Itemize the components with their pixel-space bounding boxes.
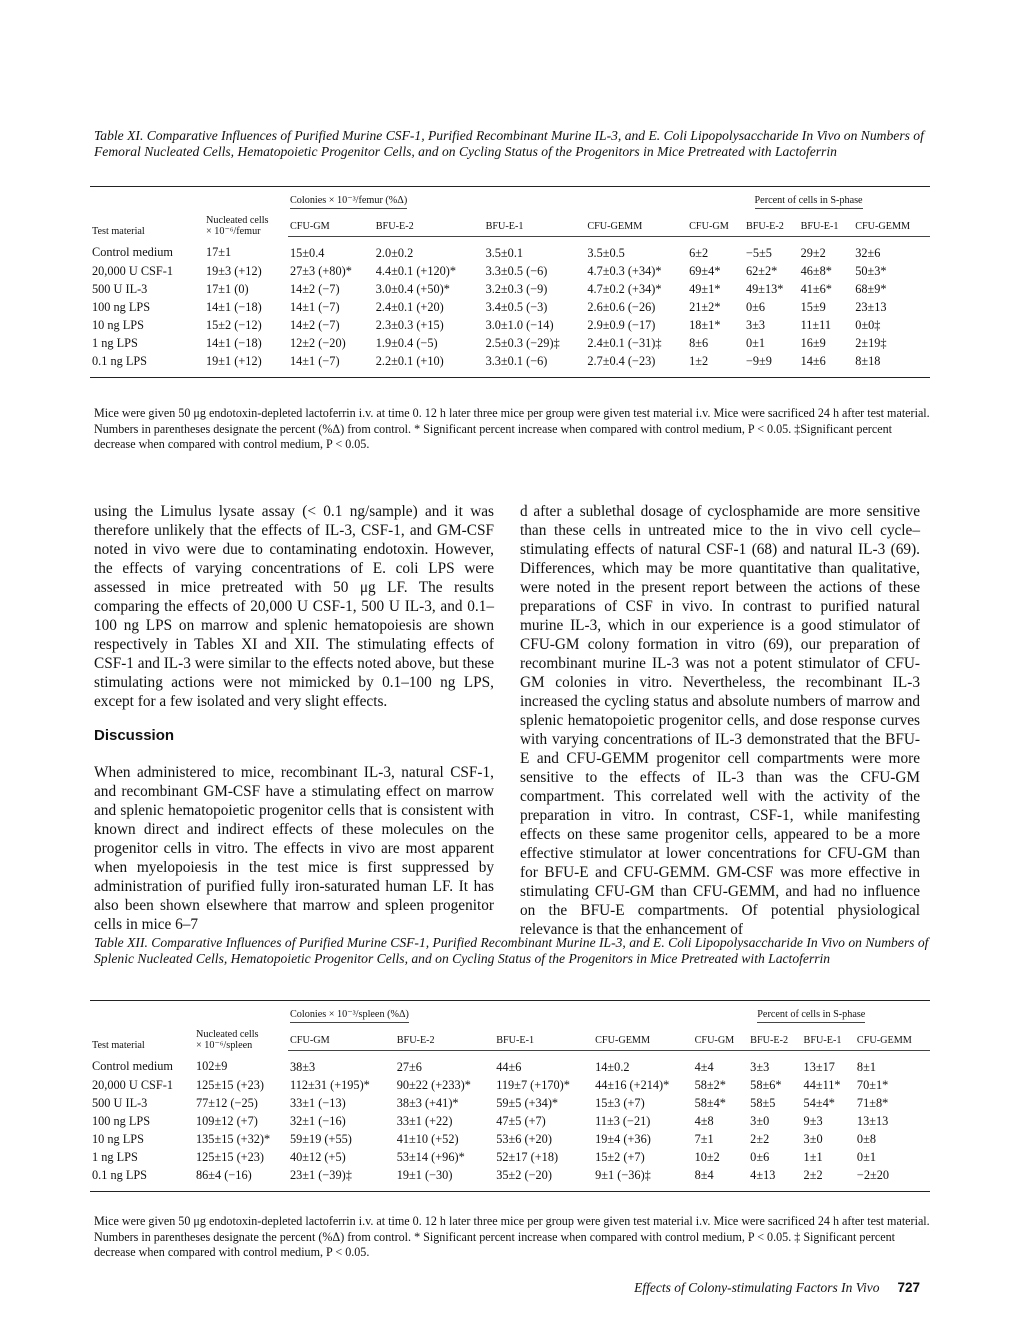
row-label-cell: 1 ng LPS bbox=[92, 1149, 138, 1164]
data-cell: 15±9 bbox=[800, 299, 826, 314]
left-column-discussion bbox=[94, 763, 494, 934]
body-paragraph: When administered to mice, recombinant IL-3, natural CSF-1, and recombinant GM-CSF have a stimulating effect on marrow and splenic hematopoietic progenitor cells that is consistent with known direct and indirect effects of these molecules on the progenitor cells in vitro. The effects in vivo are most apparent when myelopoiesis in the test mice is first suppressed by administration of purified fully iron-saturated human LF. It has also been shown elsewhere that marrow and spleen progenitor cells in mice 6–7 bbox=[94, 764, 494, 933]
table-row bbox=[90, 1148, 930, 1166]
col-header: BFU-E-1 bbox=[494, 1023, 593, 1051]
data-cell: 23±1 (−39)‡ bbox=[290, 1167, 352, 1182]
data-cell: 53±14 (+96)* bbox=[396, 1149, 465, 1164]
data-cell: 3.4±0.5 (−3) bbox=[485, 299, 548, 314]
data-cell: 3±3 bbox=[750, 1059, 770, 1074]
data-cell: 46±8* bbox=[800, 263, 832, 278]
row-label-cell: 1 ng LPS bbox=[92, 335, 138, 350]
row-label-cell: 0.1 ng LPS bbox=[92, 1167, 148, 1182]
data-cell: 62±2* bbox=[745, 263, 778, 278]
data-cell: 40±12 (+5) bbox=[290, 1149, 346, 1164]
table-row bbox=[90, 280, 930, 298]
table-12-footnote: Mice were given 50 μg endotoxin-depleted lactoferrin i.v. at time 0. 12 h later three mice per group were given test material i.v. Mice were sacrificed 24 h after test material. Numbers in parentheses designate the percent (%Δ) from control. * Significant percent increase when compared with control medium, P < 0.05. ‡ Significant percent decrease when compared with control medium, P < 0.05. bbox=[94, 1214, 930, 1259]
data-cell: 23±13 bbox=[855, 299, 887, 314]
table-row bbox=[90, 1112, 930, 1130]
data-cell: 19±1 (+12) bbox=[206, 353, 262, 368]
data-cell: 125±15 (+23) bbox=[196, 1149, 264, 1164]
data-cell: 8±4 bbox=[694, 1167, 714, 1182]
data-cell: 16±9 bbox=[800, 335, 826, 350]
data-cell: 0±1 bbox=[745, 335, 766, 350]
data-cell: 0±6 bbox=[745, 299, 766, 314]
col-header: BFU-E-1 bbox=[802, 1023, 855, 1051]
data-cell: 3.5±0.1 bbox=[485, 245, 524, 260]
data-cell: −9±9 bbox=[745, 353, 772, 368]
running-footer bbox=[560, 1280, 920, 1296]
table-12 bbox=[90, 1000, 930, 1192]
data-cell: 9±3 bbox=[803, 1113, 823, 1128]
table-row bbox=[90, 316, 930, 334]
data-cell: 102±9 bbox=[196, 1059, 228, 1074]
data-cell: 1±2 bbox=[689, 353, 709, 368]
data-cell: 90±22 (+233)* bbox=[396, 1077, 471, 1092]
table-11-caption: Table XI. Comparative Influences of Purified Murine CSF-1, Purified Recombinant Murine IL-3, and E. Coli Lipopolysaccharide In Vivo on Numbers of Femoral Nucleated Cells, Hematopoietic Progenitor Cells, and on Cycling Status of the Progenitors in Mice Pretreated with Lactoferrin bbox=[94, 128, 924, 159]
table-row bbox=[90, 1094, 930, 1112]
running-title: Effects of Colony-stimulating Factors In Vivo bbox=[634, 1280, 880, 1295]
data-cell: 17±1 bbox=[206, 245, 232, 260]
row-label-cell: 500 U IL-3 bbox=[92, 1095, 148, 1110]
col-header: BFU-E-1 bbox=[484, 209, 586, 237]
data-cell: 4.7±0.2 (+34)* bbox=[587, 281, 662, 296]
col-header: BFU-E-2 bbox=[744, 209, 799, 237]
data-cell: 3.3±0.1 (−6) bbox=[485, 353, 548, 368]
row-label-cell: Control medium bbox=[92, 245, 173, 260]
data-cell: 4±8 bbox=[694, 1113, 714, 1128]
data-cell: 15±3 (+7) bbox=[595, 1095, 645, 1110]
data-cell: 14±6 bbox=[800, 353, 826, 368]
table-11 bbox=[90, 186, 930, 378]
data-cell: 50±3* bbox=[855, 263, 887, 278]
data-cell: 8±18 bbox=[855, 353, 881, 368]
data-cell: 14±1 (−18) bbox=[206, 335, 262, 350]
data-cell: 112±31 (+195)* bbox=[290, 1077, 370, 1092]
data-cell: 21±2* bbox=[689, 299, 721, 314]
data-cell: 109±12 (+7) bbox=[196, 1113, 258, 1128]
group-percent-s-phase: Percent of cells in S-phase bbox=[687, 187, 930, 210]
data-cell: 9±1 (−36)‡ bbox=[595, 1167, 651, 1182]
data-cell: 44±6 bbox=[496, 1059, 522, 1074]
data-cell: 4±4 bbox=[694, 1059, 714, 1074]
col-header: BFU-E-2 bbox=[395, 1023, 494, 1051]
data-cell: 0±6 bbox=[750, 1149, 770, 1164]
data-cell: 2.6±0.6 (−26) bbox=[587, 299, 656, 314]
row-label-cell: 10 ng LPS bbox=[92, 317, 144, 332]
data-cell: 0±1 bbox=[856, 1149, 876, 1164]
row-label-cell: 10 ng LPS bbox=[92, 1131, 144, 1146]
data-cell: 14±1 (−7) bbox=[290, 299, 340, 314]
col-header: CFU-GEMM bbox=[585, 209, 687, 237]
data-cell: 32±1 (−16) bbox=[290, 1113, 346, 1128]
data-cell: 2±2 bbox=[750, 1131, 770, 1146]
data-cell: 3.2±0.3 (−9) bbox=[485, 281, 548, 296]
data-cell: 0±0‡ bbox=[855, 317, 881, 332]
col-nucleated-cells: Nucleated cells × 10⁻⁶/spleen bbox=[196, 1028, 259, 1051]
data-cell: 33±1 (+22) bbox=[396, 1113, 453, 1128]
data-cell: 1±1 bbox=[803, 1149, 823, 1164]
data-cell: 58±4* bbox=[694, 1095, 726, 1110]
data-cell: 49±1* bbox=[689, 281, 721, 296]
table-row bbox=[90, 1130, 930, 1148]
body-paragraph: d after a sublethal dosage of cyclosphamide are more sensitive than these cells in untreated mice to the in vivo cell cycle–stimulating effects of natural CSF-1 (68) and natural IL-3 (69). Differences, which may be more quantitative than qualitative, were noted in the present report between the actions of these preparations of CSF in vivo. In contrast to purified natural murine IL-3, which in our experience is a good stimulator of CFU-GM colony formation in vitro (69), our preparation of recombinant murine IL-3 was not a potent stimulator of CFU-GM colonies in vitro. Nevertheless, the recombinant IL-3 increased the cycling status and absolute numbers of marrow and splenic hematopoietic progenitor cells, and dose response curves with varying concentrations of IL-3 demonstrated that the BFU-E and CFU-GEMM progenitor cell compartments were more sensitive to the effects of IL-3 than was the CFU-GM compartment. This correlated well with the activity of the preparation in vitro. In contrast, CSF-1, while manifesting effects on these same progenitor cells, appeared to be a more effective stimulator at lower concentrations for CFU-GM than for BFU-E and CFU-GEMM. GM-CSF was more effective in stimulating CFU-GM than CFU-GEMM, and had no influence on the BFU-E compartments. Of potential physiological relevance is that the enhancement of bbox=[520, 503, 920, 938]
data-cell: 44±11* bbox=[803, 1077, 841, 1092]
data-cell: 15±0.4 bbox=[290, 245, 325, 260]
data-cell: 3±3 bbox=[745, 317, 766, 332]
group-percent-s-phase: Percent of cells in S-phase bbox=[693, 1001, 930, 1024]
page-number: 727 bbox=[897, 1280, 920, 1295]
body-paragraph: using the Limulus lysate assay (< 0.1 ng/sample) and it was therefore unlikely that the effects of IL-3, CSF-1, and GM-CSF noted in vivo were due to contaminating endotoxin. However, the effects of varying concentrations of E. coli LPS were assessed in mice pretreated with 50 μg LF. The results comparing the effects of 20,000 U CSF-1, 500 U IL-3, and 0.1–100 ng LPS on marrow and splenic hematopoiesis are shown respectively in Tables XI and XII. The stimulating effects of CSF-1 and IL-3 were similar to the effects noted above, but these stimulating actions were not mimicked by 0.1–100 ng LPS, except for a few isolated and very slight effects. bbox=[94, 503, 494, 710]
data-cell: 68±9* bbox=[855, 281, 887, 296]
col-header: CFU-GM bbox=[687, 209, 744, 237]
data-cell: 3.0±0.4 (+50)* bbox=[375, 281, 450, 296]
data-cell: 52±17 (+18) bbox=[496, 1149, 559, 1164]
data-cell: 86±4 (−16) bbox=[196, 1167, 252, 1182]
data-cell: 3±0 bbox=[803, 1131, 823, 1146]
data-cell: 19±1 (−30) bbox=[396, 1167, 453, 1182]
table-row bbox=[90, 1076, 930, 1094]
data-cell: 2.4±0.1 (+20) bbox=[375, 299, 444, 314]
data-cell: 2.4±0.1 (−31)‡ bbox=[587, 335, 662, 350]
col-test-material: Test material bbox=[92, 1039, 145, 1051]
data-cell: 58±2* bbox=[694, 1077, 726, 1092]
row-label-cell: 20,000 U CSF-1 bbox=[92, 1077, 173, 1092]
data-cell: −2±20 bbox=[856, 1167, 890, 1182]
data-cell: 8±1 bbox=[856, 1059, 876, 1074]
data-cell: 14±2 (−7) bbox=[290, 281, 340, 296]
data-cell: 119±7 (+170)* bbox=[496, 1077, 570, 1092]
group-colonies: Colonies × 10⁻³/spleen (%Δ) bbox=[288, 1001, 693, 1024]
data-cell: 49±13* bbox=[745, 281, 784, 296]
data-cell: 2.9±0.9 (−17) bbox=[587, 317, 656, 332]
data-cell: 2±2 bbox=[803, 1167, 823, 1182]
data-cell: 15±2 (−12) bbox=[206, 317, 262, 332]
data-cell: 3.5±0.5 bbox=[587, 245, 625, 260]
data-cell: 14±1 (−7) bbox=[290, 353, 340, 368]
col-header: BFU-E-2 bbox=[748, 1023, 801, 1051]
row-label-cell: 100 ng LPS bbox=[92, 299, 151, 314]
table-11-footnote: Mice were given 50 μg endotoxin-depleted lactoferrin i.v. at time 0. 12 h later three mice per group were given test material i.v. Mice were sacrificed 24 h after test material. Numbers in parentheses designate the percent (%Δ) from control. * Significant percent increase when compared with control medium, P < 0.05. ‡Significant percent decrease when compared with control medium, P < 0.05. bbox=[94, 406, 930, 451]
discussion-heading: Discussion bbox=[94, 727, 175, 744]
data-cell: 32±6 bbox=[855, 245, 881, 260]
data-cell: 77±12 (−25) bbox=[196, 1095, 258, 1110]
data-cell: 53±6 (+20) bbox=[496, 1131, 552, 1146]
table-row bbox=[90, 1166, 930, 1192]
left-column bbox=[94, 502, 494, 711]
data-cell: 38±3 (+41)* bbox=[396, 1095, 459, 1110]
col-header: CFU-GEMM bbox=[855, 1023, 930, 1051]
data-cell: 13±13 bbox=[856, 1113, 889, 1128]
data-cell: 6±2 bbox=[689, 245, 709, 260]
data-cell: 2.7±0.4 (−23) bbox=[587, 353, 656, 368]
data-cell: 8±6 bbox=[689, 335, 709, 350]
data-cell: 29±2 bbox=[800, 245, 826, 260]
row-label-cell: 0.1 ng LPS bbox=[92, 353, 148, 368]
data-cell: 14±1 (−18) bbox=[206, 299, 262, 314]
col-header: CFU-GEMM bbox=[593, 1023, 692, 1051]
data-cell: 59±19 (+55) bbox=[290, 1131, 352, 1146]
data-cell: 0±8 bbox=[856, 1131, 876, 1146]
row-label-cell: Control medium bbox=[92, 1059, 173, 1074]
row-label-cell: 20,000 U CSF-1 bbox=[92, 263, 173, 278]
data-cell: 3.3±0.5 (−6) bbox=[485, 263, 548, 278]
data-cell: 2.2±0.1 (+10) bbox=[375, 353, 444, 368]
data-cell: −5±5 bbox=[745, 245, 772, 260]
table-row bbox=[90, 262, 930, 280]
col-header: CFU-GM bbox=[693, 1023, 749, 1051]
table-row bbox=[90, 334, 930, 352]
col-header: BFU-E-1 bbox=[799, 209, 854, 237]
data-cell: 2±19‡ bbox=[855, 335, 887, 350]
data-cell: 47±5 (+7) bbox=[496, 1113, 546, 1128]
data-cell: 44±16 (+214)* bbox=[595, 1077, 670, 1092]
data-cell: 70±1* bbox=[856, 1077, 889, 1092]
table-row bbox=[90, 1051, 930, 1077]
data-cell: 18±1* bbox=[689, 317, 721, 332]
row-label-cell: 100 ng LPS bbox=[92, 1113, 151, 1128]
col-header: CFU-GM bbox=[288, 209, 374, 237]
col-header: BFU-E-2 bbox=[374, 209, 484, 237]
data-cell: 4.4±0.1 (+120)* bbox=[375, 263, 457, 278]
table-row bbox=[90, 298, 930, 316]
data-cell: 135±15 (+32)* bbox=[196, 1131, 271, 1146]
data-cell: 27±6 bbox=[396, 1059, 422, 1074]
data-cell: 19±4 (+36) bbox=[595, 1131, 651, 1146]
data-cell: 41±6* bbox=[800, 281, 832, 296]
data-cell: 19±3 (+12) bbox=[206, 263, 262, 278]
data-cell: 71±8* bbox=[856, 1095, 889, 1110]
data-cell: 1.9±0.4 (−5) bbox=[375, 335, 438, 350]
table-row bbox=[90, 352, 930, 378]
data-cell: 12±2 (−20) bbox=[290, 335, 346, 350]
table-12-caption: Table XII. Comparative Influences of Purified Murine CSF-1, Purified Recombinant Murine IL-3, and E. Coli Lipopolysaccharide In Vivo on Numbers of Splenic Nucleated Cells, Hematopoietic Progenitor Cells, and on Cycling Status of the Progenitors in Mice Pretreated with Lactoferrin bbox=[94, 935, 929, 966]
data-cell: 3.0±1.0 (−14) bbox=[485, 317, 554, 332]
group-colonies: Colonies × 10⁻³/femur (%Δ) bbox=[288, 187, 687, 210]
data-cell: 54±4* bbox=[803, 1095, 835, 1110]
data-cell: 41±10 (+52) bbox=[396, 1131, 459, 1146]
data-cell: 33±1 (−13) bbox=[290, 1095, 346, 1110]
data-cell: 59±5 (+34)* bbox=[496, 1095, 559, 1110]
data-cell: 13±17 bbox=[803, 1059, 835, 1074]
row-label-cell: 500 U IL-3 bbox=[92, 281, 148, 296]
data-cell: 2.5±0.3 (−29)‡ bbox=[485, 335, 560, 350]
data-cell: 4.7±0.3 (+34)* bbox=[587, 263, 662, 278]
col-header: CFU-GEMM bbox=[853, 209, 930, 237]
data-cell: 2.0±0.2 bbox=[375, 245, 414, 260]
col-header: CFU-GM bbox=[288, 1023, 395, 1051]
data-cell: 58±6* bbox=[750, 1077, 782, 1092]
data-cell: 7±1 bbox=[694, 1131, 714, 1146]
data-cell: 11±3 (−21) bbox=[595, 1113, 651, 1128]
data-cell: 35±2 (−20) bbox=[496, 1167, 552, 1182]
data-cell: 14±0.2 bbox=[595, 1059, 630, 1074]
col-test-material: Test material bbox=[92, 225, 145, 237]
data-cell: 38±3 bbox=[290, 1059, 316, 1074]
table-row bbox=[90, 237, 930, 263]
data-cell: 125±15 (+23) bbox=[196, 1077, 264, 1092]
data-cell: 27±3 (+80)* bbox=[290, 263, 352, 278]
col-nucleated-cells: Nucleated cells × 10⁻⁶/femur bbox=[206, 214, 269, 237]
data-cell: 11±11 bbox=[800, 317, 832, 332]
data-cell: 69±4* bbox=[689, 263, 721, 278]
data-cell: 58±5 bbox=[750, 1095, 776, 1110]
data-cell: 15±2 (+7) bbox=[595, 1149, 645, 1164]
data-cell: 14±2 (−7) bbox=[290, 317, 340, 332]
data-cell: 4±13 bbox=[750, 1167, 776, 1182]
data-cell: 2.3±0.3 (+15) bbox=[375, 317, 444, 332]
data-cell: 3±0 bbox=[750, 1113, 770, 1128]
data-cell: 10±2 bbox=[694, 1149, 720, 1164]
right-column bbox=[520, 502, 920, 939]
data-cell: 17±1 (0) bbox=[206, 281, 249, 296]
